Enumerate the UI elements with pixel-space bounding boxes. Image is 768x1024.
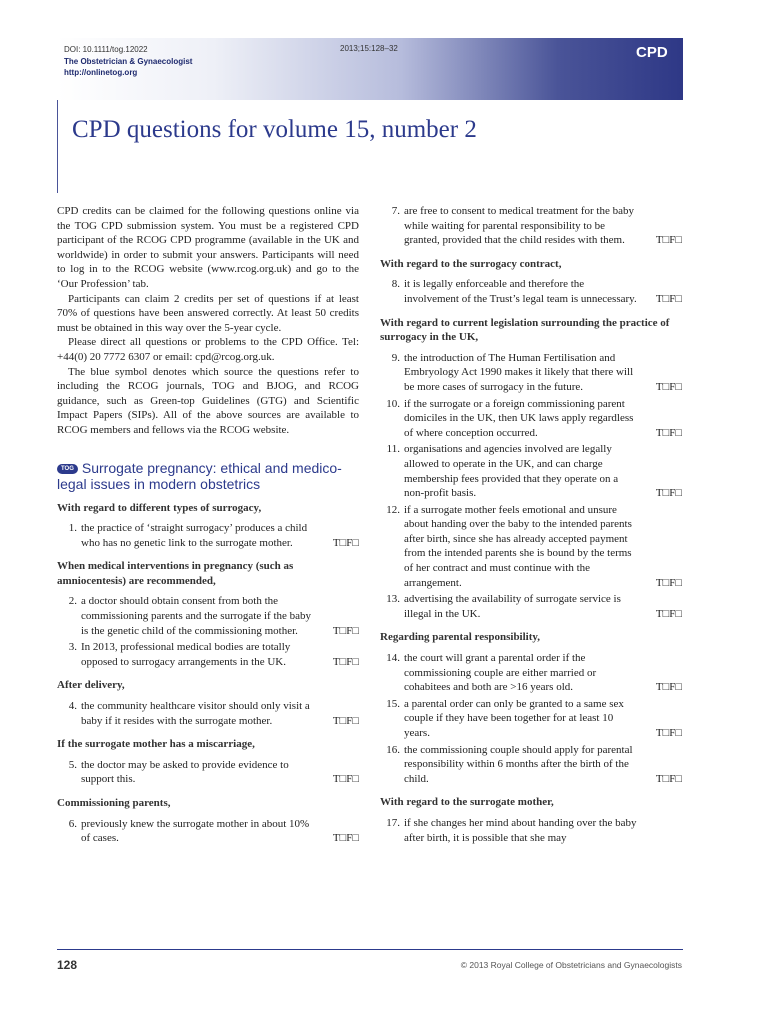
question-number: 3. — [68, 641, 77, 654]
question-item — [57, 758, 359, 787]
section-label: CPD — [636, 44, 668, 61]
question-item — [380, 204, 682, 248]
question-text: the commissioning couple should apply for parental responsibility within 6 months after the birth of the child. — [404, 743, 633, 785]
question-item — [380, 442, 682, 500]
question-number: 2. — [68, 595, 77, 608]
doi: DOI: 10.1111/tog.12022 — [64, 45, 148, 54]
question-number: 12. — [386, 503, 400, 516]
question-item — [380, 816, 682, 845]
true-false-checkboxes[interactable]: T□F□ — [655, 426, 682, 439]
question-stem: After delivery, — [57, 679, 125, 692]
question-number: 6. — [68, 817, 77, 830]
question-text: the doctor may be asked to provide evidence to support this. — [81, 758, 289, 786]
intro — [57, 204, 359, 438]
question-group — [57, 678, 359, 728]
question-stem: Commissioning parents, — [57, 797, 171, 809]
question-group — [380, 257, 682, 307]
question-number: 9. — [391, 351, 400, 364]
question-item — [380, 651, 682, 695]
question-item — [380, 743, 682, 787]
tog-badge-icon: TOG — [57, 464, 78, 474]
true-false-checkboxes[interactable]: T□F□ — [655, 576, 682, 589]
question-number: 5. — [68, 758, 77, 771]
left-question-list — [57, 501, 359, 846]
question-item — [57, 699, 359, 728]
intro-paragraph: Participants can claim 2 credits per set of questions if at least 70% of questions have been answered correctly. At least 50 credits must be obtained in this way over the 5-year cycle. — [57, 292, 359, 334]
question-item — [57, 817, 359, 846]
true-false-checkboxes[interactable]: T□F□ — [655, 487, 682, 500]
true-false-checkboxes[interactable]: T□F□ — [655, 380, 682, 393]
question-text: previously knew the surrogate mother in about 10% of cases. — [81, 817, 310, 845]
true-false-checkboxes[interactable]: T□F□ — [332, 624, 359, 637]
question-stem: With regard to different types of surrogacy, — [57, 501, 262, 514]
question-number: 14. — [386, 652, 400, 665]
question-text: if a surrogate mother feels emotional and unsure about handing over the baby to the intended parents after birth, since she has already accepted payment from the intended parents she is bound by the terms of her contract and must continue with the arrangement. — [404, 503, 632, 589]
question-text: the community healthcare visitor should only visit a baby if it resides with the surrogate mother. — [81, 700, 310, 727]
question-text: a doctor should obtain consent from both the commissioning parents and the surrogate if the baby is the genetic child of the commissioning mother. — [81, 595, 312, 637]
journal-name: The Obstetrician & Gynaecologist — [64, 56, 193, 66]
true-false-checkboxes[interactable]: T□F□ — [655, 234, 682, 247]
page-title: CPD questions for volume 15, number 2 — [72, 116, 477, 143]
footer-rule — [57, 949, 683, 950]
intro-paragraph: CPD credits can be claimed for the following questions online via the TOG CPD submission system. You must be a registered CPD participant of the RCOG CPD programme (available in the UK and worldwide) in order to submit your answers. Participants will need to log in to the RCOG website (www.rcog.org.uk) and go to the ‘Our Profession’ tab. — [57, 205, 359, 290]
section-title-text: Surrogate pregnancy: ethical and medico-legal issues in modern obstetrics — [57, 459, 342, 492]
question-number: 17. — [386, 816, 400, 829]
question-text: In 2013, professional medical bodies are totally opposed to surrogacy arrangements in the UK. — [81, 641, 291, 668]
question-number: 16. — [386, 743, 400, 756]
true-false-checkboxes[interactable]: T□F□ — [332, 536, 359, 549]
true-false-checkboxes[interactable]: T□F□ — [332, 773, 359, 786]
true-false-checkboxes[interactable]: T□F□ — [332, 832, 359, 845]
question-number: 4. — [68, 700, 77, 713]
question-stem: With regard to the surrogate mother, — [380, 796, 554, 809]
question-stem: If the surrogate mother has a miscarriage, — [57, 738, 255, 751]
question-text: a parental order can only be granted to a same sex couple if they have been together for at least 10 years. — [404, 697, 624, 739]
question-item — [57, 521, 359, 550]
question-stem: With regard to current legislation surrounding the practice of surrogacy in the UK, — [380, 316, 670, 344]
page-number: 128 — [57, 958, 78, 972]
question-group — [57, 559, 359, 669]
question-number: 13. — [386, 593, 400, 606]
question-text: are free to consent to medical treatment for the baby while waiting for parental responsibility to be granted, provided that the child resides with them. — [404, 205, 634, 247]
question-stem: When medical interventions in pregnancy (such as amniocentesis) are recommended, — [57, 560, 294, 587]
question-number: 1. — [68, 522, 77, 535]
true-false-checkboxes[interactable]: T□F□ — [655, 772, 682, 785]
citation: 2013;15:128–32 — [340, 44, 398, 53]
question-item — [380, 503, 682, 591]
question-item — [380, 592, 682, 621]
question-stem: With regard to the surrogacy contract, — [380, 257, 562, 270]
left-column — [57, 204, 359, 855]
question-item — [380, 397, 682, 441]
intro-paragraph: The blue symbol denotes which source the questions refer to including the RCOG journals, TOG and BJOG, and RCOG guidance, such as Green-top Guidelines (GTG) and Scientific Impact Papers (SIPs). All of the above sources are available to RCOG members and fellows via the RCOG website. — [57, 365, 359, 436]
right-column — [380, 204, 682, 854]
question-number: 8. — [391, 278, 400, 291]
question-text: the practice of ‘straight surrogacy’ produces a child who has no genetic link to the surrogate mother. — [81, 522, 308, 549]
question-item — [380, 697, 682, 741]
question-group — [380, 204, 682, 248]
question-text: organisations and agencies involved are legally allowed to operate in the UK, and can charge membership fees provided that they operate on a non-profit basis. — [404, 443, 619, 500]
question-group — [57, 796, 359, 846]
section-heading — [57, 460, 359, 493]
true-false-checkboxes[interactable]: T□F□ — [332, 714, 359, 727]
question-item — [57, 640, 359, 669]
question-number: 15. — [386, 697, 400, 710]
question-group — [57, 501, 359, 551]
question-text: it is legally enforceable and therefore the involvement of the Trust’s legal team is unnecessary. — [404, 278, 637, 305]
true-false-checkboxes[interactable]: T□F□ — [655, 727, 682, 739]
true-false-checkboxes[interactable]: T□F□ — [655, 681, 682, 694]
question-item — [380, 351, 682, 395]
intro-paragraph: Please direct all questions or problems to the CPD Office. Tel: +44(0) 20 7772 6307 or email: cpd@rcog.org.uk. — [57, 336, 359, 363]
question-item — [380, 277, 682, 306]
question-text: if she changes her mind about handing over the baby after birth, it is possible that she may — [404, 816, 637, 844]
right-question-list — [380, 204, 682, 845]
question-text: if the surrogate or a foreign commissioning parent domiciles in the UK, then UK laws apply regardless of where conception occurred. — [404, 397, 634, 439]
question-stem: Regarding parental responsibility, — [380, 631, 541, 644]
header-meta — [64, 44, 192, 79]
true-false-checkboxes[interactable]: T□F□ — [655, 607, 682, 620]
question-number: 7. — [391, 205, 400, 217]
question-group — [57, 737, 359, 787]
question-item — [57, 594, 359, 638]
question-group — [380, 630, 682, 786]
true-false-checkboxes[interactable]: T□F□ — [332, 655, 359, 668]
question-number: 10. — [386, 397, 400, 410]
question-number: 11. — [386, 443, 400, 456]
question-text: the introduction of The Human Fertilisation and Embryology Act 1990 makes it likely that there will be more cases of surrogacy in the future. — [404, 351, 634, 393]
title-rule — [57, 100, 58, 193]
question-text: advertising the availability of surrogate service is illegal in the UK. — [404, 593, 621, 620]
question-group — [380, 316, 682, 622]
question-text: the court will grant a parental order if the commissioning couple are either married or cohabitees and both are >16 years old. — [404, 652, 597, 694]
true-false-checkboxes[interactable]: T□F□ — [655, 292, 682, 305]
copyright: © 2013 Royal College of Obstetricians and Gynaecologists — [460, 960, 682, 970]
question-group — [380, 795, 682, 845]
journal-url[interactable]: http://onlinetog.org — [64, 68, 138, 77]
